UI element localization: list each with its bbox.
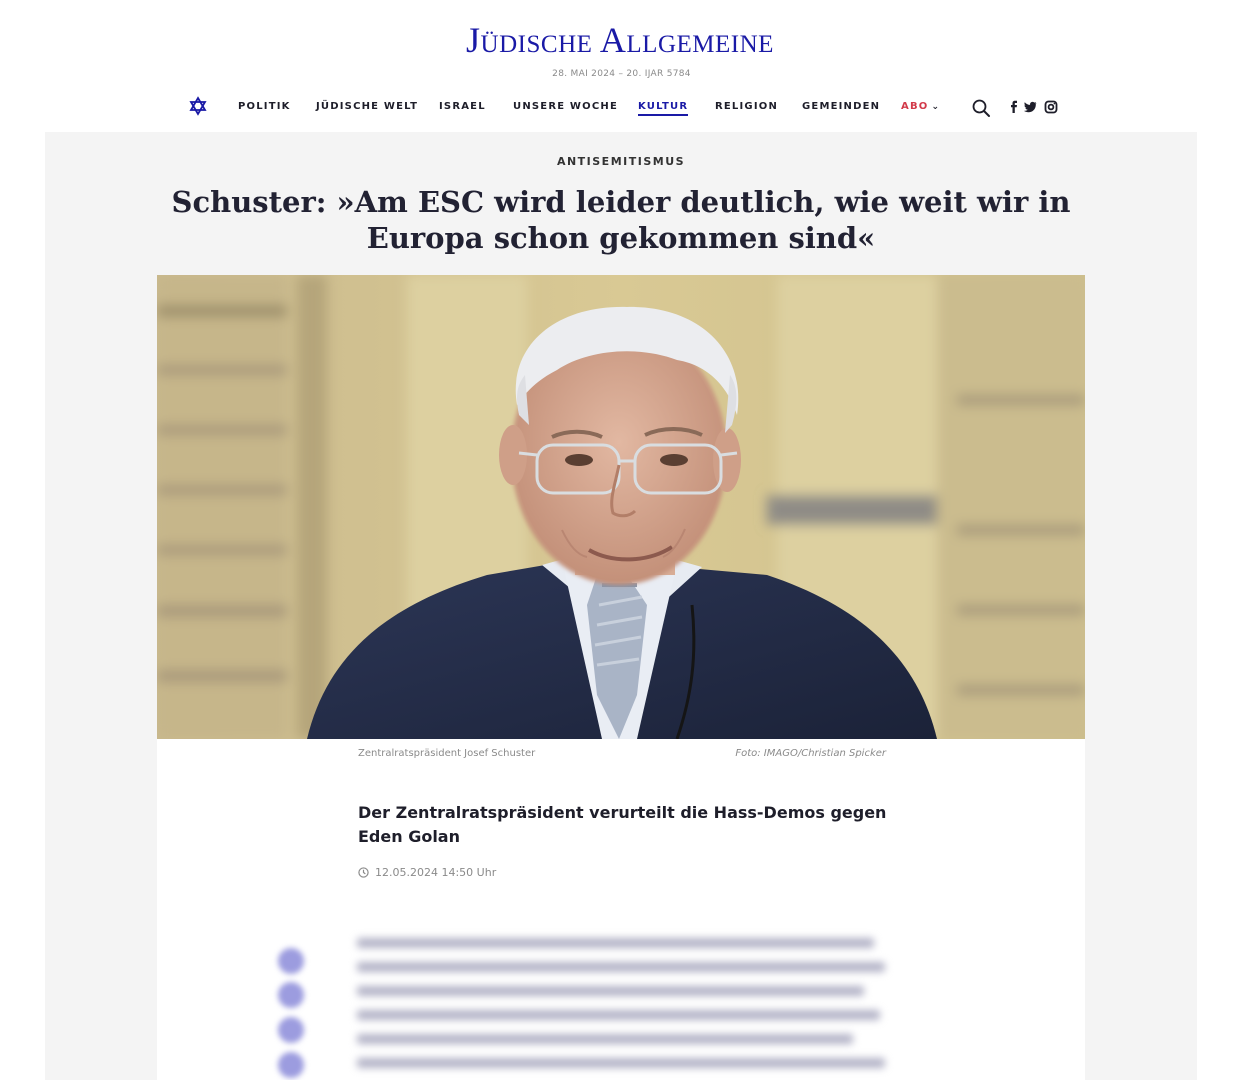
nav-item-israel[interactable]: ISRAEL (439, 101, 486, 112)
share-icon[interactable] (278, 982, 304, 1008)
instagram-icon[interactable] (1044, 100, 1058, 114)
star-of-david-icon[interactable] (188, 96, 208, 116)
nav-item-gemeinden[interactable]: GEMEINDEN (802, 101, 881, 112)
search-icon[interactable] (971, 98, 991, 118)
share-icon[interactable] (278, 1017, 304, 1043)
twitter-icon[interactable] (1023, 100, 1037, 114)
nav-item-abo-label: ABO (901, 101, 929, 112)
main-navigation (0, 92, 1253, 122)
nav-item-politik[interactable]: POLITIK (238, 101, 291, 112)
nav-item-juedische-welt[interactable]: JÜDISCHE WELT (316, 101, 419, 112)
timestamp-text: 12.05.2024 14:50 Uhr (375, 866, 497, 879)
article-kicker[interactable]: ANTISEMITISMUS (556, 155, 686, 168)
nav-item-religion[interactable]: RELIGION (715, 101, 779, 112)
dateline: 28. MAI 2024 – 20. IJAR 5784 (552, 69, 691, 79)
nav-item-abo[interactable] (901, 101, 940, 112)
article-headline: Schuster: »Am ESC wird leider deutlich, wie weit wir in Europa schon gekommen sind« (171, 185, 1071, 255)
image-credit: Foto: IMAGO/Christian Spicker (735, 748, 886, 759)
blurred-article-text (357, 938, 885, 1080)
article-hero-image (157, 275, 1085, 739)
share-icon[interactable] (278, 948, 304, 974)
clock-icon (358, 867, 369, 878)
nav-item-kultur[interactable]: KULTUR (638, 101, 689, 112)
article-teaser: Der Zentralratspräsident verurteilt die Hass-Demos gegen Eden Golan (358, 803, 887, 846)
article-timestamp (358, 866, 496, 879)
masthead (0, 0, 1253, 132)
image-caption: Zentralratspräsident Josef Schuster (358, 748, 536, 759)
facebook-icon[interactable] (1007, 100, 1021, 114)
nav-item-unsere-woche[interactable]: UNSERE WOCHE (513, 101, 619, 112)
site-logo[interactable]: Jüdische Allgemeine (466, 20, 774, 60)
share-icon[interactable] (278, 1052, 304, 1078)
chevron-down-icon: ⌄ (931, 102, 941, 112)
